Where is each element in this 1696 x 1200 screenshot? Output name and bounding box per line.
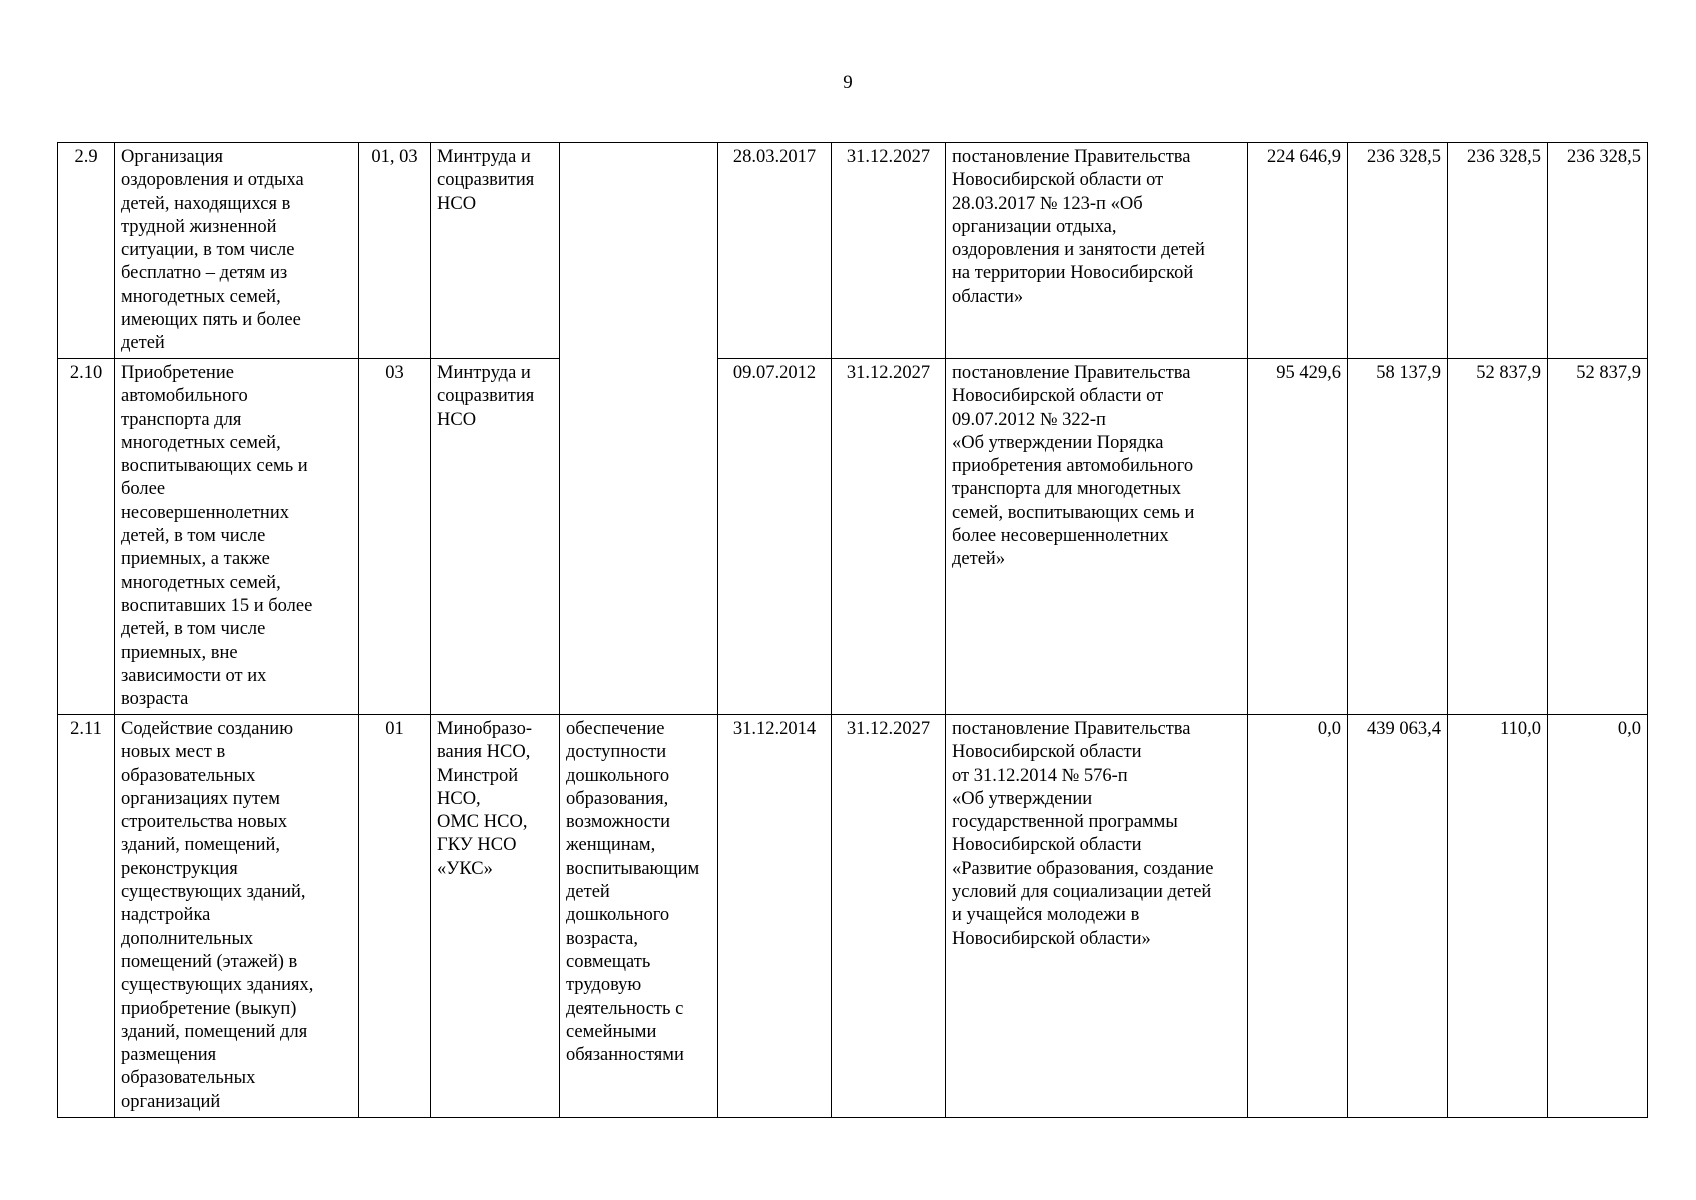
start-date: 28.03.2017 (718, 143, 832, 359)
task-code: 03 (359, 359, 431, 715)
value-year-3: 110,0 (1448, 715, 1548, 1118)
measure-name: Организация оздоровления и отдыха детей, находящихся в трудной жизненной ситуации, в том числе бесплатно – детям из многодетных семей, имеющих пять и более детей (115, 143, 359, 359)
legal-basis: постановление Правительства Новосибирской области от 09.07.2012 № 322-п «Об утверждении Порядка приобретения автомобильного транспорта для многодетных семей, воспитывающих семь и более несовершеннолетних детей» (946, 359, 1248, 715)
row-number: 2.9 (58, 143, 115, 359)
executor: Минтруда и соцразвития НСО (431, 359, 560, 715)
end-date: 31.12.2027 (832, 359, 946, 715)
measure-name: Содействие созданию новых мест в образовательных организациях путем строительства новых зданий, помещений, реконструкция существующих зданий, надстройка дополнительных помещений (этажей) в существующих зданиях, приобретение (выкуп) зданий, помещений для размещения образовательных организаций (115, 715, 359, 1118)
end-date: 31.12.2027 (832, 143, 946, 359)
task-code: 01, 03 (359, 143, 431, 359)
table-row (58, 143, 1648, 359)
value-year-1: 95 429,6 (1248, 359, 1348, 715)
measure-name: Приобретение автомобильного транспорта для многодетных семей, воспитывающих семь и более несовершеннолетних детей, в том числе приемных, а также многодетных семей, воспитавших 15 и более детей, в том числе приемных, вне зависимости от их возраста (115, 359, 359, 715)
value-year-4: 0,0 (1548, 715, 1648, 1118)
legal-basis: постановление Правительства Новосибирской области от 31.12.2014 № 576-п «Об утверждении государственной программы Новосибирской области «Развитие образования, создание условий для социализации детей и учащейся молодежи в Новосибирской области» (946, 715, 1248, 1118)
value-year-1: 224 646,9 (1248, 143, 1348, 359)
page-number: 9 (843, 72, 853, 93)
table-row (58, 359, 1648, 715)
value-year-4: 52 837,9 (1548, 359, 1648, 715)
value-year-2: 58 137,9 (1348, 359, 1448, 715)
value-year-3: 236 328,5 (1448, 143, 1548, 359)
measures-table (57, 142, 1648, 1118)
value-year-4: 236 328,5 (1548, 143, 1648, 359)
executor: Минтруда и соцразвития НСО (431, 143, 560, 359)
start-date: 31.12.2014 (718, 715, 832, 1118)
row-number: 2.11 (58, 715, 115, 1118)
executor: Минобразо- вания НСО, Минстрой НСО, ОМС НСО, ГКУ НСО «УКС» (431, 715, 560, 1118)
table-row (58, 715, 1648, 1118)
task-code: 01 (359, 715, 431, 1118)
end-date: 31.12.2027 (832, 715, 946, 1118)
legal-basis: постановление Правительства Новосибирской области от 28.03.2017 № 123-п «Об организации отдыха, оздоровления и занятости детей на территории Новосибирской области» (946, 143, 1248, 359)
goal (560, 143, 718, 715)
value-year-2: 236 328,5 (1348, 143, 1448, 359)
value-year-1: 0,0 (1248, 715, 1348, 1118)
goal: обеспечение доступности дошкольного образования, возможности женщинам, воспитывающим детей дошкольного возраста, совмещать трудовую деятельность с семейными обязанностями (560, 715, 718, 1118)
start-date: 09.07.2012 (718, 359, 832, 715)
value-year-2: 439 063,4 (1348, 715, 1448, 1118)
value-year-3: 52 837,9 (1448, 359, 1548, 715)
row-number: 2.10 (58, 359, 115, 715)
